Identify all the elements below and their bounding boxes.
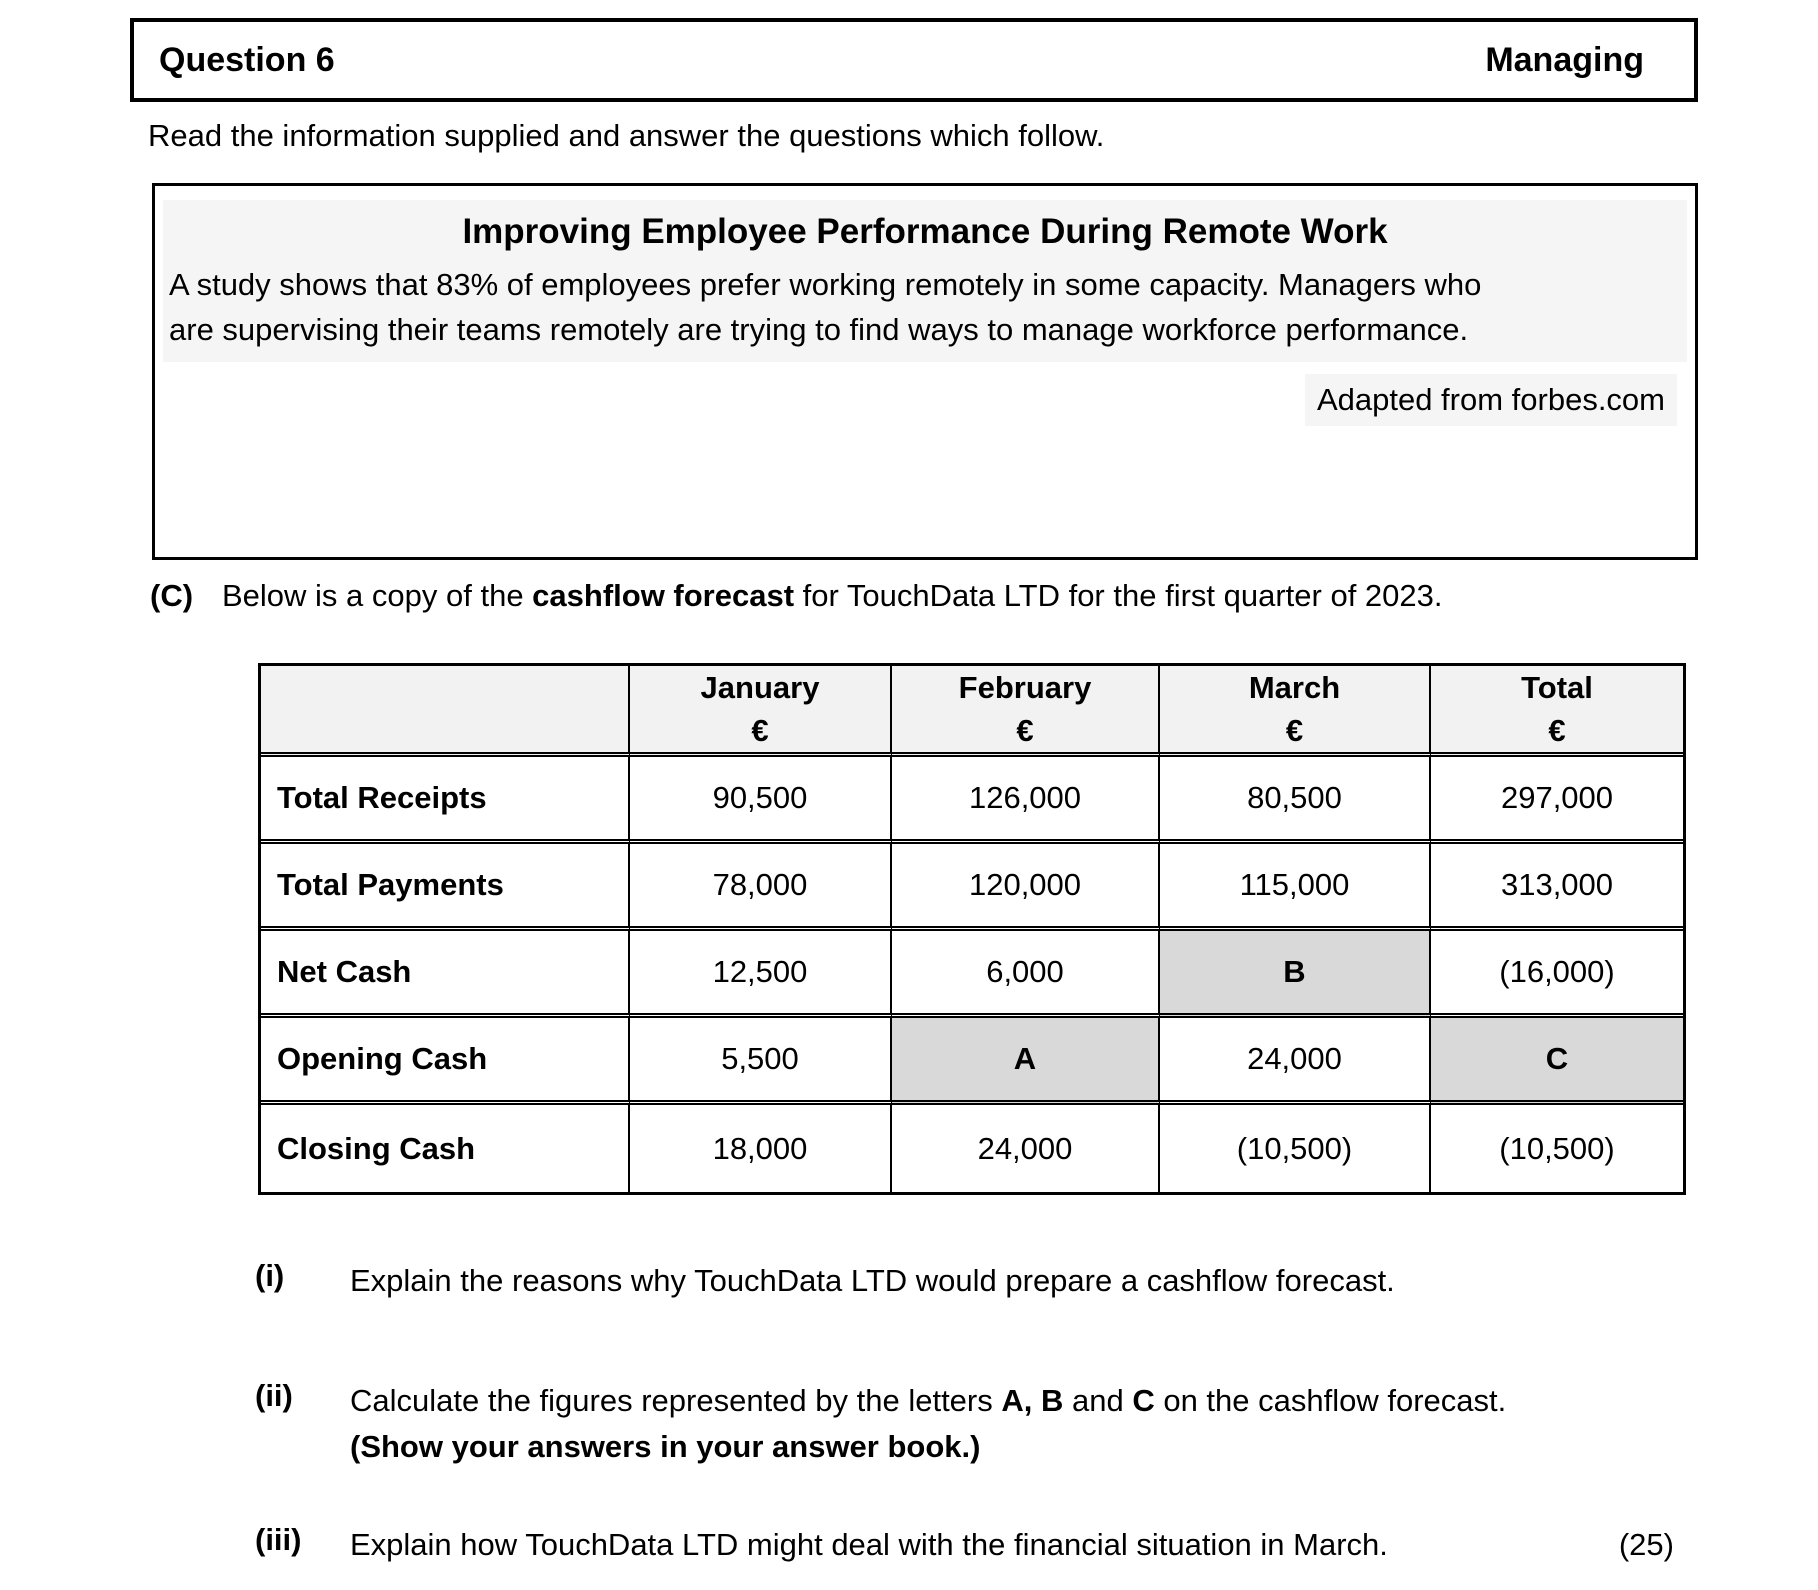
- question-iii: [255, 1522, 1680, 1568]
- column-header-february: February €: [892, 666, 1160, 757]
- cell-netcash-january: 12,500: [630, 931, 892, 1018]
- cell-receipts-march: 80,500: [1160, 757, 1431, 844]
- table-header-row: [261, 666, 1683, 757]
- cell-payments-total: 313,000: [1431, 844, 1683, 931]
- cell-closing-total: (10,500): [1499, 1130, 1615, 1166]
- cell-opening-march: 24,000: [1160, 1018, 1431, 1105]
- question-iii-text: Explain how TouchData LTD might deal with the financial situation in March.: [350, 1527, 1388, 1562]
- question-number: Question 6: [159, 40, 335, 79]
- article-shaded-block: [163, 200, 1687, 362]
- currency-symbol: €: [1548, 713, 1566, 748]
- question-ii-instruction: (Show your answers in your answer book.): [350, 1429, 981, 1464]
- cashflow-forecast-table: [258, 663, 1686, 1195]
- currency-symbol: €: [1016, 713, 1034, 748]
- question-i-text: Explain the reasons why TouchData LTD would prepare a cashflow forecast.: [350, 1263, 1395, 1298]
- question-ii-text: Calculate the figures represented by the letters A, B and C on the cashflow forecast. (Show your answers in your answer book.): [350, 1378, 1680, 1470]
- article-attribution-row: [155, 374, 1677, 426]
- cell-opening-total-letter-c: C: [1431, 1018, 1683, 1105]
- cell-netcash-march-letter-b: B: [1160, 931, 1431, 1018]
- cell-closing-february: 24,000: [892, 1105, 1160, 1192]
- question-i: [255, 1258, 1680, 1304]
- intro-text: Read the information supplied and answer the questions which follow.: [148, 118, 1105, 153]
- part-c-text-bold: cashflow forecast: [532, 578, 795, 613]
- letter-a-b-bold: A, B: [1001, 1383, 1064, 1418]
- question-ii: [255, 1378, 1680, 1470]
- cell-closing-march: (10,500): [1160, 1105, 1431, 1192]
- row-label: Net Cash: [261, 931, 630, 1018]
- cell-closing-january: 18,000: [630, 1105, 892, 1192]
- row-opening-cash: [261, 1018, 1683, 1105]
- currency-symbol: €: [1285, 713, 1304, 748]
- row-total-receipts: [261, 757, 1683, 844]
- article-title: Improving Employee Performance During Remote Work: [462, 212, 1388, 251]
- section-title: Managing: [1485, 40, 1644, 79]
- column-header-january: January €: [630, 666, 892, 757]
- question-i-number: (i): [255, 1258, 285, 1293]
- article-attribution: Adapted from forbes.com: [1305, 374, 1677, 426]
- cell-payments-january: 78,000: [630, 844, 892, 931]
- currency-symbol: €: [751, 713, 769, 748]
- marks-badge: (25): [1618, 1527, 1674, 1562]
- row-net-cash: [261, 931, 1683, 1018]
- row-total-payments: [261, 844, 1683, 931]
- column-header-total: Total €: [1431, 666, 1683, 757]
- row-label: Opening Cash: [261, 1018, 630, 1105]
- part-c-text-suffix: for TouchData LTD for the first quarter of 2023.: [794, 578, 1443, 613]
- cell-receipts-february: 126,000: [892, 757, 1160, 844]
- question-header-box: [130, 18, 1698, 102]
- cell-payments-february: 120,000: [892, 844, 1160, 931]
- part-c-line: [150, 578, 1690, 614]
- cell-netcash-february: 6,000: [892, 931, 1160, 1018]
- row-label: Total Receipts: [261, 757, 630, 844]
- cell-opening-february-letter-a: A: [892, 1018, 1160, 1105]
- article-body-line-1: A study shows that 83% of employees prefer working remotely in some capacity. Managers who: [169, 267, 1482, 302]
- cell-receipts-january: 90,500: [630, 757, 892, 844]
- question-ii-number: (ii): [255, 1378, 293, 1413]
- letter-c-bold: C: [1132, 1383, 1155, 1418]
- row-label: Total Payments: [261, 844, 630, 931]
- column-header-march: March €: [1160, 666, 1431, 757]
- question-iii-number: (iii): [255, 1522, 302, 1557]
- cell-receipts-total: 297,000: [1431, 757, 1683, 844]
- row-closing-cash: [261, 1105, 1683, 1192]
- article-body-line-2: are supervising their teams remotely are trying to find ways to manage workforce performance.: [169, 312, 1469, 347]
- part-c-text-prefix: Below is a copy of the: [222, 578, 533, 613]
- cell-payments-march: 115,000: [1160, 844, 1431, 931]
- table-corner-cell: [261, 666, 630, 757]
- article-box: [152, 183, 1698, 560]
- part-c-label: (C): [150, 578, 194, 613]
- cell-netcash-total: (16,000): [1431, 931, 1683, 1018]
- row-label: Closing Cash: [261, 1105, 630, 1192]
- cell-opening-january: 5,500: [630, 1018, 892, 1105]
